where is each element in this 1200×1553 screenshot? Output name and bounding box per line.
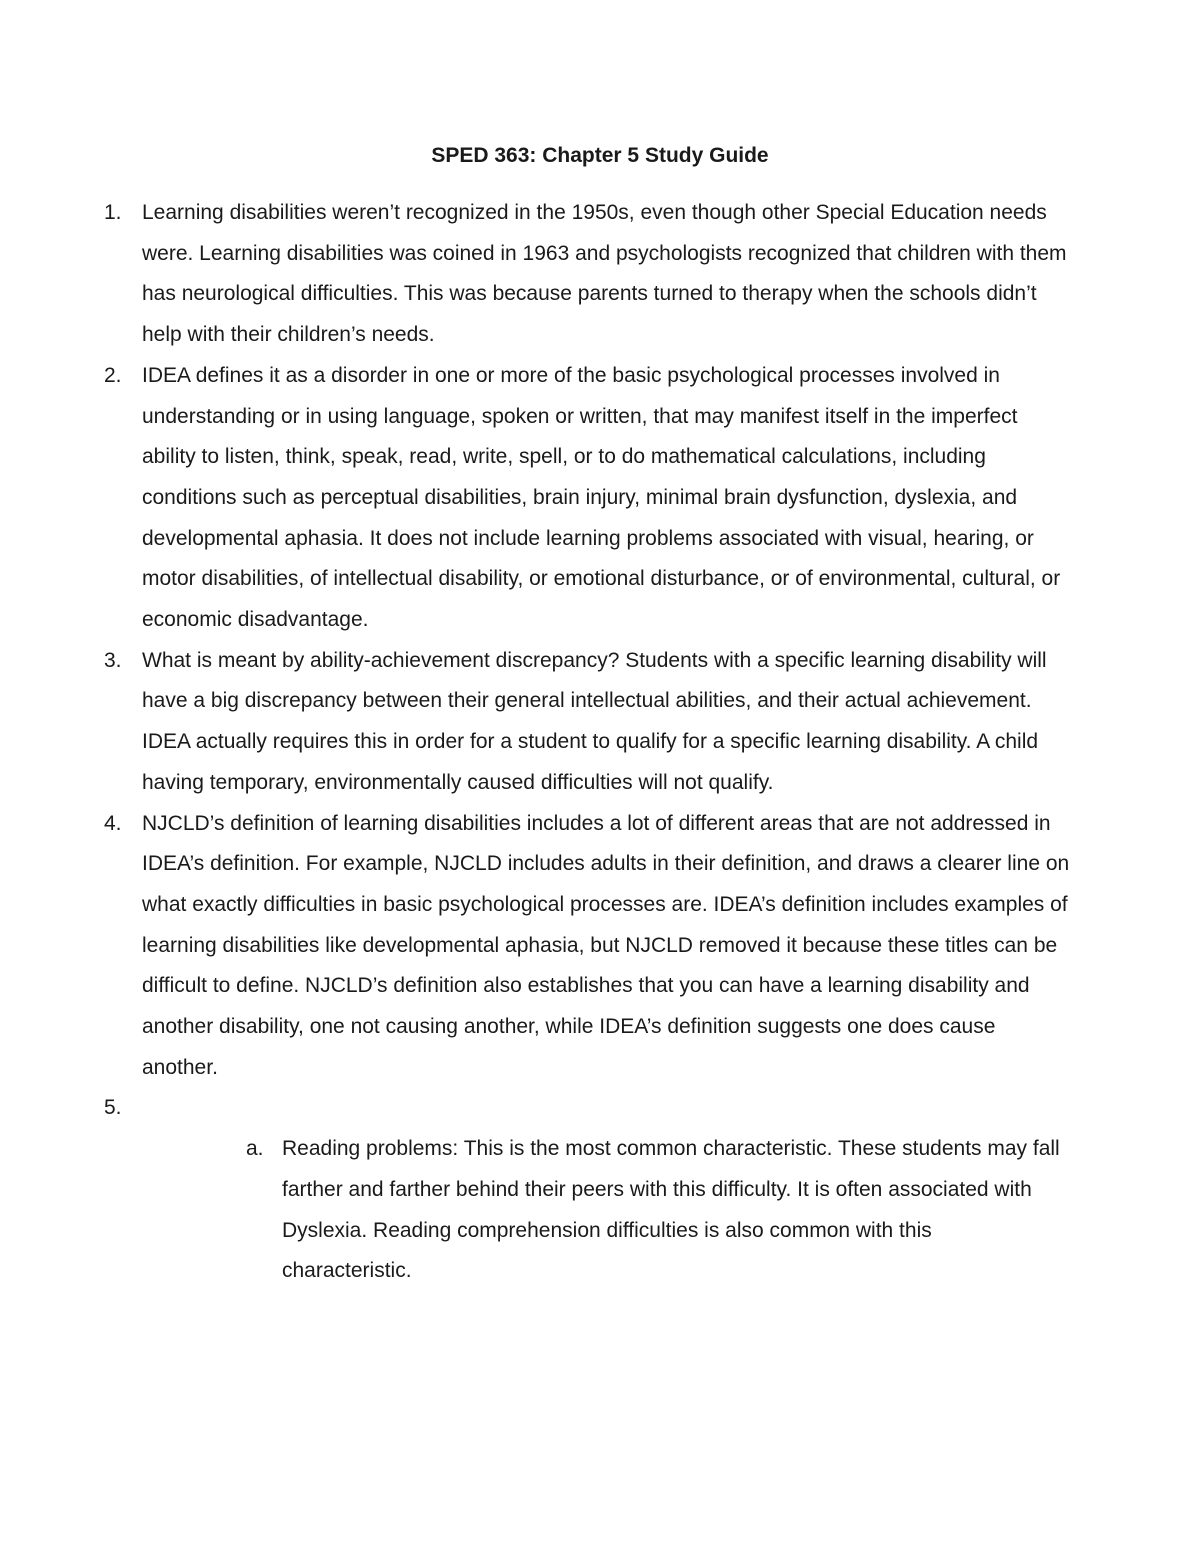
study-guide-list bbox=[0, 193, 1200, 1292]
list-number: 4. bbox=[104, 811, 122, 835]
list-item-text: NJCLD’s definition of learning disabilities includes a lot of different areas that are not addressed in IDEA’s definition. For example, NJCLD includes adults in their definition, and draws a clearer line on what exactly difficulties in basic psychological processes are. IDEA’s definition includes examples of learning disabilities like developmental aphasia, but NJCLD removed it because these titles can be difficult to define. NJCLD’s definition also establishes that you can have a learning disability and another disability, one not causing another, while IDEA’s definition suggests one does cause another. bbox=[142, 811, 1070, 1079]
list-number: 5. bbox=[104, 1096, 122, 1120]
document-title: SPED 363: Chapter 5 Study Guide bbox=[431, 144, 769, 167]
list-item-text: What is meant by ability-achievement discrepancy? Students with a specific learning disability will have a big discrepancy between their general intellectual abilities, and their actual achievement. IDEA actually requires this in order for a student to qualify for a specific learning disability. A child having temporary, environmentally caused difficulties will not qualify. bbox=[142, 648, 1047, 794]
list-item-text: Learning disabilities weren’t recognized in the 1950s, even though other Special Education needs were. Learning disabilities was coined in 1963 and psychologists recognized that children with them has neurological difficulties. This was because parents turned to therapy when the schools didn’t help with their children’s needs. bbox=[142, 201, 1067, 347]
list-number: 3. bbox=[104, 648, 122, 672]
list-item-text bbox=[142, 1088, 1070, 1129]
list-number: 2. bbox=[104, 363, 122, 387]
sub-list-item-a bbox=[246, 1129, 1070, 1292]
list-item-text: IDEA defines it as a disorder in one or more of the basic psychological processes involved in understanding or in using language, spoken or written, that may manifest itself in the imperfect ability to listen, think, speak, read, write, spell, or to do mathematical calculations, including conditions such as perceptual disabilities, brain injury, minimal brain dysfunction, dyslexia, and developmental aphasia. It does not include learning problems associated with visual, hearing, or motor disabilities, of intellectual disability, or emotional disturbance, or of environmental, cultural, or economic disadvantage. bbox=[142, 363, 1061, 632]
list-item-2 bbox=[0, 356, 1200, 641]
sub-list-item-text: Reading problems: This is the most common characteristic. These students may fall farther and farther behind their peers with this difficulty. It is often associated with Dyslexia. Reading comprehension difficulties is also common with this characteristic. bbox=[282, 1137, 1060, 1283]
list-item-3 bbox=[0, 641, 1200, 804]
list-item-5 bbox=[0, 1088, 1200, 1292]
list-item-1 bbox=[0, 193, 1200, 356]
sub-list bbox=[142, 1129, 1070, 1292]
list-item-4 bbox=[0, 804, 1200, 1089]
list-number: 1. bbox=[104, 201, 122, 224]
sub-list-letter: a. bbox=[246, 1137, 264, 1161]
